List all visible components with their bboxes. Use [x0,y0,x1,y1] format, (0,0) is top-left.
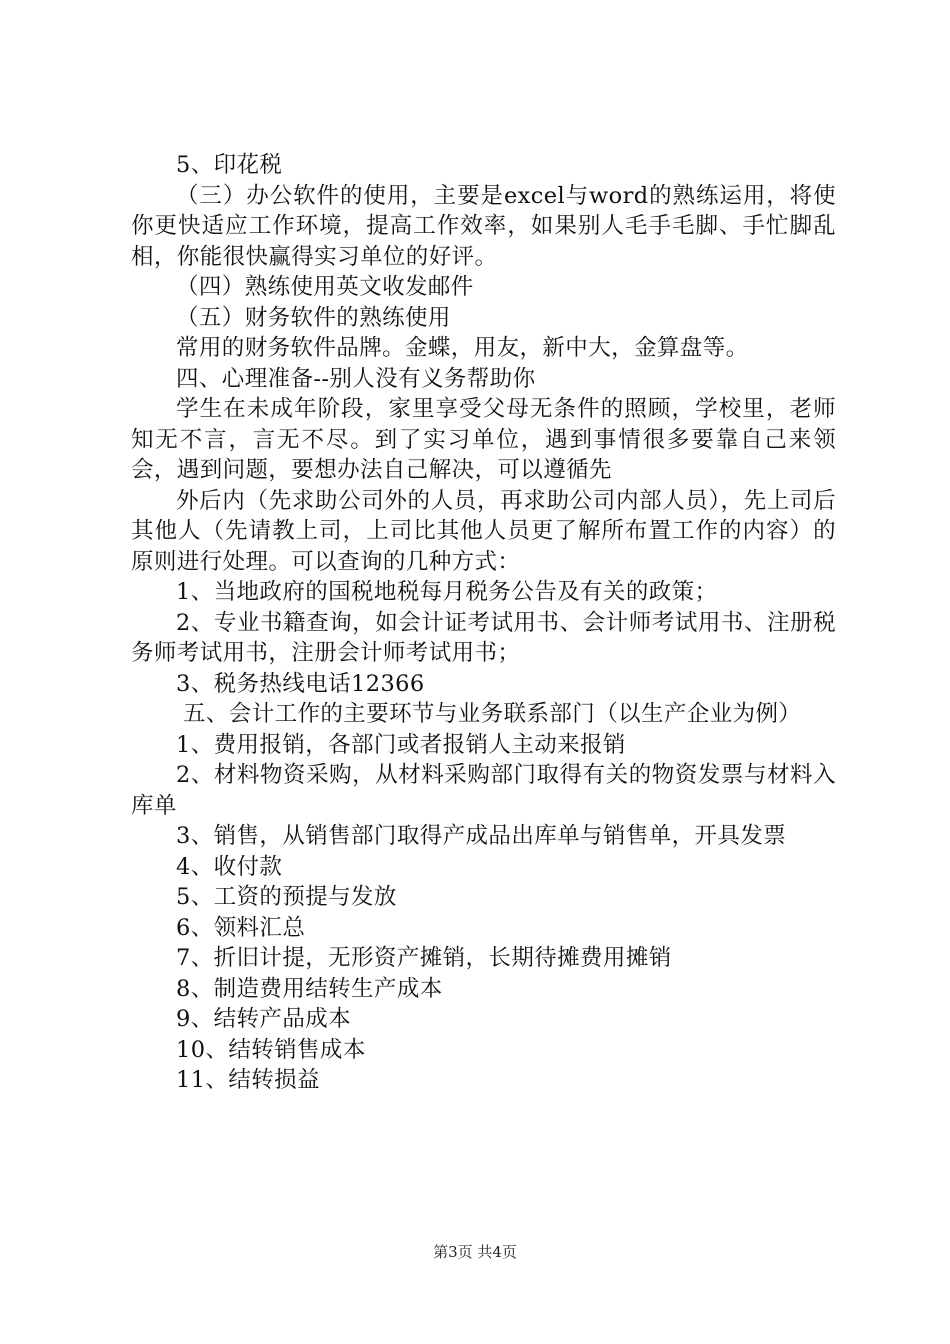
paragraph-office-software: （三）办公软件的使用，主要是excel与word的熟练运用，将使你更快适应工作环境，提高工作效率，如果别人毛手毛脚、手忙脚乱相，你能很快赢得实习单位的好评。 [131,182,836,270]
list-item-payments: 4、收付款 [176,853,283,880]
list-item-books: 2、专业书籍查询，如会计证考试用书、会计师考试用书、注册税务师考试用书，注册会计师考试用书； [131,609,836,666]
list-item-manufacturing: 8、制造费用结转生产成本 [176,975,443,1002]
heading-accounting-work: 五、会计工作的主要环节与业务联系部门（以生产企业为例） [183,701,802,727]
list-item-purchase: 2、材料物资采购，从材料采购部门取得有关的物资发票与材料入库单 [131,762,836,819]
document-body [131,150,836,1096]
list-item-profit-loss: 11、结转损益 [176,1067,320,1093]
list-item-sales: 3、销售，从销售部门取得产成品出库单与销售单，开具发票 [176,823,787,849]
paragraph-inside-outside: 外后内（先求助公司外的人员，再求助公司内部人员），先上司后其他人（先请教上司，上司比其他人员更了解所布置工作的内容）的原则进行处理。可以查询的几种方式： [131,487,836,575]
page-footer [0,1242,950,1262]
list-item-product-cost: 9、结转产品成本 [176,1006,352,1032]
list-item-sales-cost: 10、结转销售成本 [176,1036,366,1063]
paragraph-software-brands: 常用的财务软件品牌。金蝶，用友，新中大，金算盘等。 [176,335,749,361]
list-item-hotline: 3、税务热线电话12366 [176,670,425,697]
heading-psychological-prep: 四、心理准备--别人没有义务帮助你 [176,365,536,392]
paragraph-english-email: （四）熟练使用英文收发邮件 [176,274,474,300]
list-item-depreciation: 7、折旧计提，无形资产摊销，长期待摊费用摊销 [176,945,672,971]
list-item-materials: 6、领料汇总 [176,914,306,941]
list-item-wages: 5、工资的预提与发放 [176,884,397,910]
paragraph-finance-software: （五）财务软件的熟练使用 [176,304,451,331]
paragraph-student-stage: 学生在未成年阶段，家里享受父母无条件的照顾，学校里，老师知无不言，言无不尽。到了实习单位，遇到事情很多要靠自己来领会，遇到问题，要想办法自己解决，可以遵循先 [131,396,836,483]
paragraph-stamp-tax: 5、印花税 [176,152,283,178]
page-number-label: 第3页 共4页 [433,1243,517,1261]
list-item-expense: 1、费用报销，各部门或者报销人主动来报销 [176,731,626,758]
list-item-tax-bulletin: 1、当地政府的国税地税每月税务公告及有关的政策； [176,579,718,605]
